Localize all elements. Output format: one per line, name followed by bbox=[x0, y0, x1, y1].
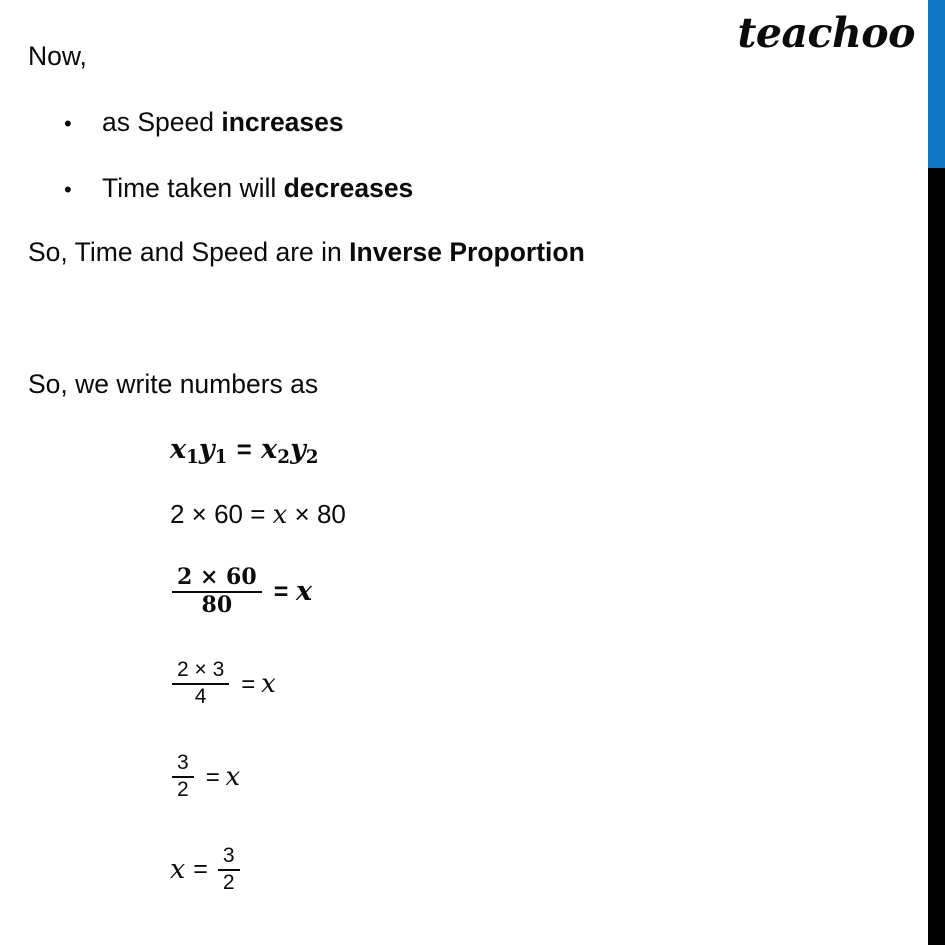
equation-step-3-equals: = bbox=[205, 763, 220, 791]
equation-step-1 bbox=[170, 566, 312, 618]
fraction-2-denominator: 4 bbox=[194, 684, 207, 708]
bullet-item-time-label bbox=[102, 173, 413, 204]
fraction-3-denominator: 2 bbox=[177, 777, 189, 801]
eq-y2: y bbox=[290, 434, 306, 465]
equation-step-3 bbox=[170, 752, 240, 801]
equation-general-form bbox=[170, 434, 319, 468]
bullet-item-time-emphasis: decreases bbox=[283, 173, 414, 203]
equation-step-2-result: x bbox=[261, 668, 276, 699]
fraction-1 bbox=[172, 566, 262, 618]
teachoo-logo: teachoo bbox=[737, 9, 915, 57]
equation-step-2-rhs bbox=[241, 669, 276, 699]
equation-step-2-equals: = bbox=[241, 670, 256, 698]
eq-y1-subscript: 1 bbox=[214, 447, 228, 469]
conclusion-plain: So, Time and Speed are in bbox=[28, 237, 350, 267]
equation-step-3-rhs bbox=[206, 762, 241, 792]
bullet-item-speed bbox=[64, 107, 344, 138]
bullet-item-speed-label bbox=[102, 107, 344, 138]
fraction-final bbox=[218, 845, 240, 894]
fraction-3-numerator: 3 bbox=[177, 751, 189, 774]
equation-final-variable: x bbox=[170, 854, 186, 886]
eq-x1-subscript: 1 bbox=[186, 447, 199, 469]
conclusion-emphasis: Inverse Proportion bbox=[349, 237, 585, 267]
eq-substituted-variable: x bbox=[272, 500, 288, 530]
fraction-3 bbox=[172, 752, 194, 801]
write-as-text: So, we write numbers as bbox=[28, 369, 319, 399]
intro-text: Now, bbox=[28, 41, 87, 71]
eq-y2-subscript: 2 bbox=[305, 447, 319, 469]
accent-bar-black bbox=[928, 168, 945, 945]
bullet-item-time-plain: Time taken will bbox=[102, 173, 284, 203]
accent-bar-blue bbox=[928, 0, 945, 168]
fraction-final-denominator: 2 bbox=[222, 870, 235, 894]
equation-step-3-result: x bbox=[225, 761, 241, 792]
equation-final-row bbox=[170, 845, 242, 894]
eq-y1: y bbox=[198, 434, 215, 465]
equation-step-1-equals: = bbox=[273, 578, 289, 607]
bullet-item-speed-plain: as Speed bbox=[102, 107, 222, 137]
bullet-dot-icon: • bbox=[64, 177, 72, 202]
equation-final-equals: = bbox=[193, 855, 208, 884]
bullet-item-time bbox=[64, 173, 413, 204]
eq-substituted-rhs: × 80 bbox=[287, 499, 346, 529]
eq-x2: x bbox=[261, 434, 278, 465]
fraction-1-denominator: 80 bbox=[201, 591, 233, 618]
equation-step-2 bbox=[170, 659, 276, 708]
bullet-dot-icon: • bbox=[64, 111, 72, 136]
conclusion-text bbox=[28, 237, 585, 267]
eq-substituted-lhs: 2 × 60 = bbox=[170, 499, 273, 529]
equation-step-1-rhs bbox=[274, 576, 312, 607]
eq-x2-subscript: 2 bbox=[277, 447, 291, 469]
equation-step-1-row bbox=[170, 566, 312, 618]
eq-equals-sign: = bbox=[236, 436, 252, 464]
equation-step-3-row bbox=[170, 752, 240, 801]
bullet-item-speed-emphasis: increases bbox=[221, 107, 344, 137]
fraction-2-numerator: 2 × 3 bbox=[177, 658, 225, 681]
equation-substituted bbox=[170, 499, 346, 530]
fraction-1-numerator: 2 × 60 bbox=[177, 564, 257, 590]
eq-x1: x bbox=[170, 434, 187, 465]
fraction-final-numerator: 3 bbox=[222, 844, 235, 867]
fraction-2 bbox=[172, 659, 229, 708]
equation-final-answer bbox=[170, 845, 242, 894]
equation-step-1-result: x bbox=[295, 576, 313, 608]
equation-step-2-row bbox=[170, 659, 276, 708]
